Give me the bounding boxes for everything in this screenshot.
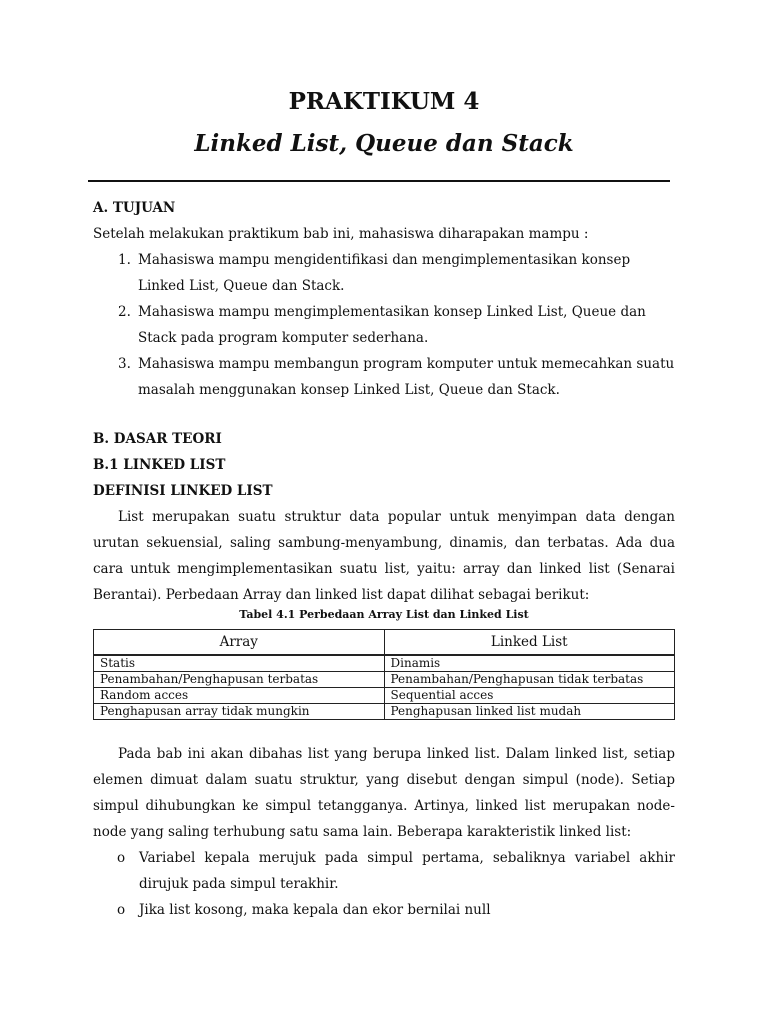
list-item — [93, 845, 675, 897]
list-item — [93, 299, 675, 351]
list-item — [93, 897, 675, 923]
table-cell: Penambahan/Penghapusan terbatas — [94, 672, 385, 688]
paragraph-definition: List merupakan suatu struktur data popular untuk menyimpan data dengan urutan sekuensial, saling sambung-menyambung, dinamis, dan terbatas. Ada dua cara untuk mengimplementasikan suatu list, yaitu: array dan linked list (Senarai Berantai). Perbedaan Array dan linked list dapat dilihat sebagai berikut: — [93, 509, 675, 603]
paragraph-linked-list: Pada bab ini akan dibahas list yang berupa linked list. Dalam linked list, setiap elemen dimuat dalam suatu struktur, yang disebut dengan simpul (node). Setiap simpul dihubungkan ke simpul tetangganya. Artinya, linked list merupakan node-node yang saling terhubung satu sama lain. Beberapa karakteristik linked list: — [93, 746, 675, 840]
list-item-text: Mahasiswa mampu mengimplementasikan konsep Linked List, Queue dan Stack pada program komputer sederhana. — [138, 304, 646, 346]
page-subtitle: Linked List, Queue dan Stack — [194, 130, 574, 157]
definition-heading: DEFINISI LINKED LIST — [93, 483, 273, 499]
table-cell: Dinamis — [384, 655, 675, 672]
table-cell: Random acces — [94, 688, 385, 704]
table-cell: Penghapusan array tidak mungkin — [94, 704, 385, 720]
tujuan-intro: Setelah melakukan praktikum bab ini, mahasiswa diharapakan mampu : — [93, 226, 589, 242]
table-row — [94, 655, 675, 672]
list-item — [93, 351, 675, 403]
list-item-text: Jika list kosong, maka kepala dan ekor bernilai null — [139, 902, 491, 918]
list-item-number: 2. — [118, 304, 131, 320]
section-tujuan — [93, 195, 675, 403]
table-cell: Statis — [94, 655, 385, 672]
page-title: PRAKTIKUM 4 — [288, 88, 480, 115]
table-row — [94, 688, 675, 704]
list-item-text: Mahasiswa mampu mengidentifikasi dan mengimplementasikan konsep Linked List, Queue dan Stack. — [138, 252, 631, 294]
section-heading-dasar-teori: B. DASAR TEORI — [93, 431, 222, 447]
table-header-row — [94, 630, 675, 656]
comparison-table — [93, 629, 675, 720]
table-header-linked-list: Linked List — [384, 630, 675, 656]
table-cell: Penambahan/Penghapusan tidak terbatas — [384, 672, 675, 688]
table-row — [94, 672, 675, 688]
section-dasar-teori — [93, 426, 675, 608]
table-row — [94, 704, 675, 720]
list-item — [93, 247, 675, 299]
bullet-icon: o — [117, 850, 126, 866]
bullet-icon: o — [117, 902, 126, 918]
tujuan-list — [93, 247, 675, 403]
list-item-number: 3. — [118, 356, 131, 372]
subsection-heading-linked-list: B.1 LINKED LIST — [93, 457, 226, 473]
table-header-array: Array — [94, 630, 385, 656]
section-linked-list-detail — [93, 741, 675, 923]
table-cell: Penghapusan linked list mudah — [384, 704, 675, 720]
list-item-number: 1. — [118, 252, 131, 268]
table-caption: Tabel 4.1 Perbedaan Array List dan Linked List — [239, 608, 529, 621]
list-item-text: Variabel kepala merujuk pada simpul pertama, sebaliknya variabel akhir dirujuk pada simpul terakhir. — [139, 850, 675, 892]
characteristics-list — [93, 845, 675, 923]
list-item-text: Mahasiswa mampu membangun program komputer untuk memecahkan suatu masalah menggunakan konsep Linked List, Queue dan Stack. — [138, 356, 675, 398]
title-divider — [88, 180, 670, 182]
table-cell: Sequential acces — [384, 688, 675, 704]
section-heading-tujuan: A. TUJUAN — [93, 200, 176, 216]
